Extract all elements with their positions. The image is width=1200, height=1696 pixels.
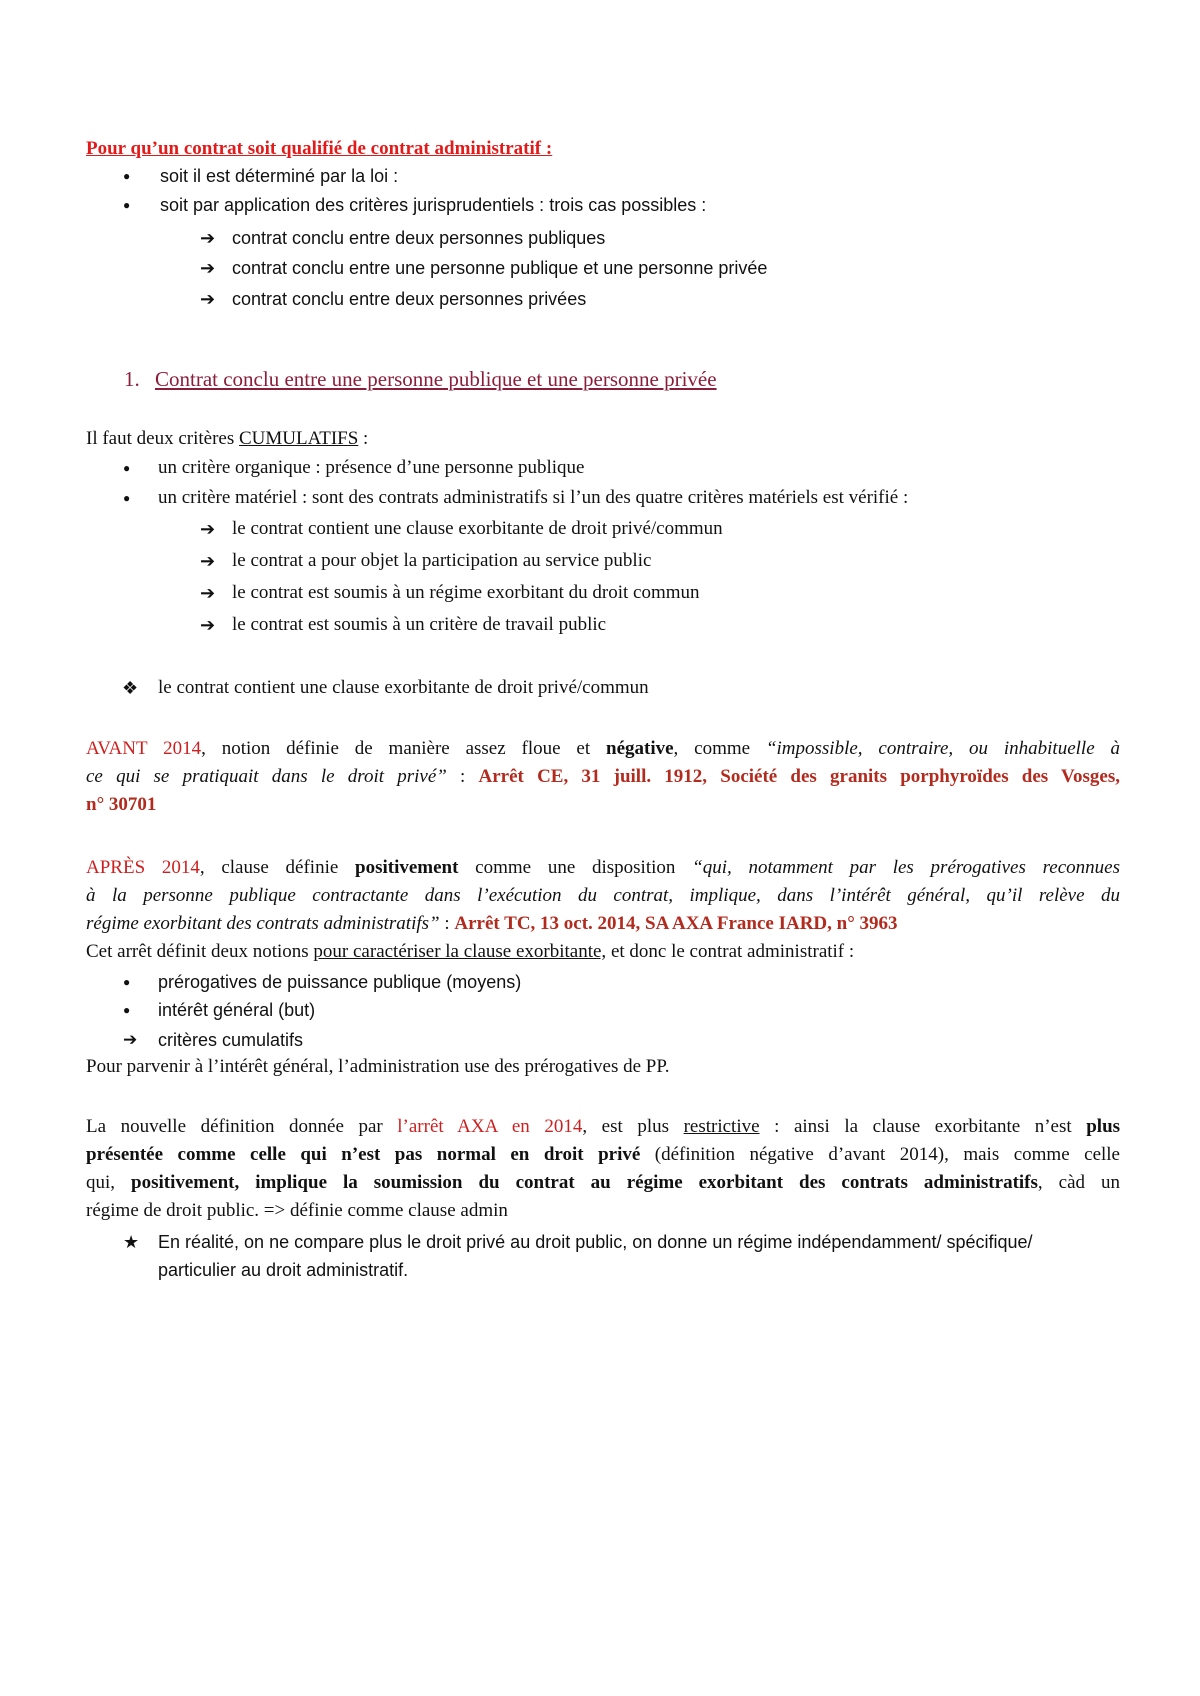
arrow-icon: ➔ xyxy=(200,583,216,603)
nouvelle-line-4: régime de droit public. => définie comme clause admin xyxy=(86,1200,508,1221)
apres-reference: Arrêt TC, 13 oct. 2014, SA AXA France IARD, n° 3963 xyxy=(454,913,898,934)
arrow-icon: ➔ xyxy=(200,519,216,539)
apres-quote-3: régime exorbitant des contrats administratifs” xyxy=(86,913,440,934)
star-item-line-1: En réalité, on ne compare plus le droit privé au droit public, on donne un régime indépendamment/ spécifique/ xyxy=(158,1232,1033,1252)
nouvelle-bold-3: positivement, implique la soumission du contrat au régime exorbitant des contrats administratifs xyxy=(131,1172,1038,1193)
nouvelle-text-2: , est plus xyxy=(582,1116,684,1137)
main-heading: Pour qu’un contrat soit qualifié de contrat administratif : xyxy=(86,138,553,159)
criteria-cumulatifs: CUMULATIFS xyxy=(238,428,359,449)
nouvelle-restrictive: restrictive xyxy=(683,1116,760,1137)
avant-reference-number: n° 30701 xyxy=(86,794,157,815)
notion-bullet-1: prérogatives de puissance publique (moyens) xyxy=(158,972,522,992)
apres-quote-1: “qui, notamment par les prérogatives reconnues xyxy=(692,857,1120,878)
nouvelle-text-6: , càd un xyxy=(1037,1172,1121,1193)
avant-quote-2: ce qui se pratiquait dans le droit privé” xyxy=(86,766,447,787)
avant-sep: : xyxy=(446,766,479,787)
criteria-arrow-1: le contrat contient une clause exorbitante de droit privé/commun xyxy=(232,518,723,539)
bullet-icon: ● xyxy=(123,198,131,212)
avant-line-3 xyxy=(86,792,1120,818)
criteria-intro xyxy=(86,426,1120,452)
section-1-number: 1. xyxy=(124,367,140,391)
heading-line xyxy=(86,136,1120,162)
notion-arrow: critères cumulatifs xyxy=(158,1030,304,1050)
nouvelle-line-2 xyxy=(86,1142,1120,1168)
bullet-icon: ● xyxy=(123,169,131,183)
arrow-icon: ➔ xyxy=(200,228,216,248)
star-icon: ★ xyxy=(123,1232,140,1252)
criteria-arrow-4: le contrat est soumis à un critère de travail public xyxy=(232,614,607,635)
diamond-item: le contrat contient une clause exorbitante de droit privé/commun xyxy=(158,677,649,698)
nouvelle-line-3 xyxy=(86,1170,1120,1196)
criteria-arrow-2: le contrat a pour objet la participation au service public xyxy=(232,550,652,571)
section-1-title: Contrat conclu entre une personne publique et une personne privée xyxy=(155,367,717,391)
nouvelle-text-5: qui, xyxy=(86,1172,132,1193)
criteria-bullet-1: un critère organique : présence d’une personne publique xyxy=(158,457,585,478)
apres-quote-2: à la personne publique contractante dans l’exécution du contrat, implique, dans l’intérêt général, qu’il relève du xyxy=(86,885,1120,906)
intro-arrow-3: contrat conclu entre deux personnes privées xyxy=(232,289,587,309)
notions-text-2: et donc le contrat administratif : xyxy=(606,941,855,962)
nouvelle-bold-2: présentée comme celle qui n’est pas normal en droit privé xyxy=(86,1144,641,1165)
arrow-icon: ➔ xyxy=(200,615,216,635)
bullet-icon: ● xyxy=(123,491,131,505)
notion-bullet-2: intérêt général (but) xyxy=(158,1000,316,1020)
notions-line xyxy=(86,939,1120,965)
avant-text: , notion définie de manière assez floue et xyxy=(201,738,606,759)
arrow-icon: ➔ xyxy=(123,1030,138,1049)
intro-bullet-1: soit il est déterminé par la loi : xyxy=(160,166,399,186)
apres-line-2 xyxy=(86,883,1120,909)
criteria-intro-colon: : xyxy=(358,428,369,449)
intro-arrow-2: contrat conclu entre une personne publique et une personne privée xyxy=(232,258,768,278)
avant-line-1 xyxy=(86,736,1120,762)
avant-text-2: , comme xyxy=(673,738,766,759)
avant-reference: Arrêt CE, 31 juill. 1912, Société des granits porphyroïdes des Vosges, xyxy=(478,766,1121,787)
apres-bold: positivement xyxy=(355,857,459,878)
bullet-icon: ● xyxy=(123,975,131,989)
apres-line-3 xyxy=(86,911,1120,937)
star-item-line-2: particulier au droit administratif. xyxy=(158,1260,409,1280)
bullet-icon: ● xyxy=(123,461,131,475)
apres-line-1 xyxy=(86,855,1120,881)
criteria-intro-text: Il faut deux critères xyxy=(86,428,239,449)
section-1-heading xyxy=(124,366,1120,392)
apres-sep: : xyxy=(439,913,455,934)
arrow-icon: ➔ xyxy=(200,551,216,571)
apres-text: , clause définie xyxy=(199,857,356,878)
nouvelle-text-4: (définition négative d’avant 2014), mais comme celle xyxy=(640,1144,1120,1165)
avant-bold: négative xyxy=(606,738,674,759)
pp-line: Pour parvenir à l’intérêt général, l’administration use des prérogatives de PP. xyxy=(86,1056,670,1077)
notions-text: Cet arrêt définit deux notions xyxy=(86,941,314,962)
avant-label: AVANT 2014 xyxy=(86,738,202,759)
avant-line-2 xyxy=(86,764,1120,790)
apres-label: APRÈS 2014 xyxy=(86,857,200,878)
bullet-icon: ● xyxy=(123,1003,131,1017)
apres-text-2: comme une disposition xyxy=(458,857,693,878)
diamond-icon: ❖ xyxy=(122,678,139,698)
notions-underlined: pour caractériser la clause exorbitante, xyxy=(313,941,607,962)
arrow-icon: ➔ xyxy=(200,289,216,309)
criteria-bullet-2: un critère matériel : sont des contrats administratifs si l’un des quatre critères matériels est vérifié : xyxy=(158,487,909,508)
nouvelle-text: La nouvelle définition donnée par xyxy=(86,1116,398,1137)
arrow-icon: ➔ xyxy=(200,258,216,278)
criteria-arrow-3: le contrat est soumis à un régime exorbitant du droit commun xyxy=(232,582,700,603)
nouvelle-text-3: : ainsi la clause exorbitante n’est xyxy=(759,1116,1087,1137)
nouvelle-arret-axa: l’arrêt AXA en 2014 xyxy=(397,1116,583,1137)
nouvelle-line-1 xyxy=(86,1114,1120,1140)
intro-arrow-1: contrat conclu entre deux personnes publiques xyxy=(232,228,606,248)
nouvelle-bold-plus: plus xyxy=(1086,1116,1121,1137)
intro-bullet-2: soit par application des critères jurisprudentiels : trois cas possibles : xyxy=(160,195,707,215)
avant-quote-1: “impossible, contraire, ou inhabituelle à xyxy=(765,738,1120,759)
